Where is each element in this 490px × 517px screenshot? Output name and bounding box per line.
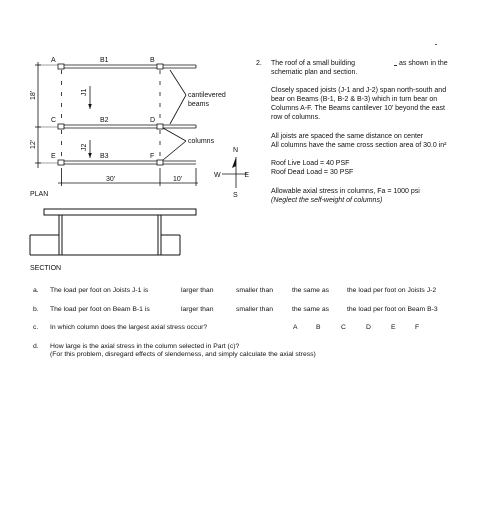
question-b-text: The load per foot on Beam B-1 is <box>50 306 150 313</box>
col-label-b: B <box>150 57 155 64</box>
question-d-text: How large is the axial stress in the column selected in Part (c)? <box>50 343 240 350</box>
question-b-option-larger[interactable]: larger than <box>181 306 214 313</box>
compass-n: N <box>233 147 239 154</box>
live-load: Roof Live Load = 40 PSF <box>271 160 350 167</box>
allowable-stress: Allowable axial stress in columns, Fa = 1000 psi <box>271 188 420 195</box>
question-a-option-smaller[interactable]: smaller than <box>236 287 274 294</box>
intro-mark <box>394 65 397 66</box>
question-c-option-d[interactable]: D <box>366 324 371 331</box>
joists-line-2: bear on Beams (B-1, B-2 & B-3) which in turn bear on <box>271 96 438 103</box>
compass-w: W <box>214 172 221 179</box>
question-c-text: In which column does the largest axial stress occur? <box>50 324 208 331</box>
spacing-line: All joists are spaced the same distance on center <box>271 133 424 140</box>
question-d-sub: (For this problem, disregard effects of slenderness, and simply calculate the axial stress) <box>50 351 316 358</box>
joists-line-1: Closely spaced joists (J-1 and J-2) span north-south and <box>271 87 447 94</box>
compass-s: S <box>233 192 238 199</box>
beams-label: beams <box>188 101 210 108</box>
dim-18: 18' <box>30 90 37 100</box>
question-a-text: The load per foot on Joists J-1 is <box>50 287 149 294</box>
question-a-tail: the load per foot on Joists J-2 <box>347 287 437 294</box>
question-a-option-larger[interactable]: larger than <box>181 287 214 294</box>
joists-line-4: row of columns. <box>271 114 321 121</box>
corner-mark <box>435 44 437 45</box>
question-c-option-a[interactable]: A <box>293 324 298 331</box>
dim-12: 12' <box>30 139 37 149</box>
beam-label-b1: B1 <box>100 57 109 64</box>
dead-load: Roof Dead Load = 30 PSF <box>271 169 354 176</box>
question-c-option-f[interactable]: F <box>415 324 420 331</box>
col-label-e: E <box>51 153 56 160</box>
question-d-letter: d. <box>33 343 39 350</box>
question-a-letter: a. <box>33 287 39 294</box>
question-b-letter: b. <box>33 306 39 313</box>
plan-title: PLAN <box>30 191 49 198</box>
intro-part1: The roof of a small building <box>271 60 356 67</box>
question-c-option-c[interactable]: C <box>341 324 346 331</box>
question-c-option-e[interactable]: E <box>391 324 396 331</box>
col-label-a: A <box>51 57 56 64</box>
neglect-note: (Neglect the self-weight of columns) <box>271 197 383 204</box>
joist-label-j2: J2 <box>81 143 88 151</box>
columns-label: columns <box>188 138 215 145</box>
problem-number: 2. <box>256 60 262 67</box>
joist-label-j1: J1 <box>81 88 88 96</box>
compass-e: E <box>244 172 249 179</box>
intro-line2: schematic plan and section. <box>271 69 358 76</box>
intro-part2: as shown in the <box>399 60 448 67</box>
joists-line-3: Columns A-F. The Beams cantilever 10' beyond the east <box>271 105 445 112</box>
question-c-letter: c. <box>33 324 39 331</box>
col-label-f: F <box>150 153 155 160</box>
section-title: SECTION <box>30 265 62 272</box>
col-label-c: C <box>51 117 57 124</box>
question-c-option-b[interactable]: B <box>316 324 321 331</box>
dim-10: 10' <box>173 176 183 183</box>
question-a-option-same[interactable]: the same as <box>292 287 330 294</box>
beam-label-b3: B3 <box>100 153 109 160</box>
question-b-tail: the load per foot on Beam B-3 <box>347 306 438 313</box>
col-label-d: D <box>150 117 156 124</box>
area-line: All columns have the same cross section area of 30.0 in² <box>271 142 447 149</box>
beam-label-b2: B2 <box>100 117 109 124</box>
dim-30: 30' <box>106 176 116 183</box>
question-b-option-same[interactable]: the same as <box>292 306 330 313</box>
question-b-option-smaller[interactable]: smaller than <box>236 306 274 313</box>
section-drawing <box>0 200 200 265</box>
cantilevered-label: cantilevered <box>188 92 226 99</box>
